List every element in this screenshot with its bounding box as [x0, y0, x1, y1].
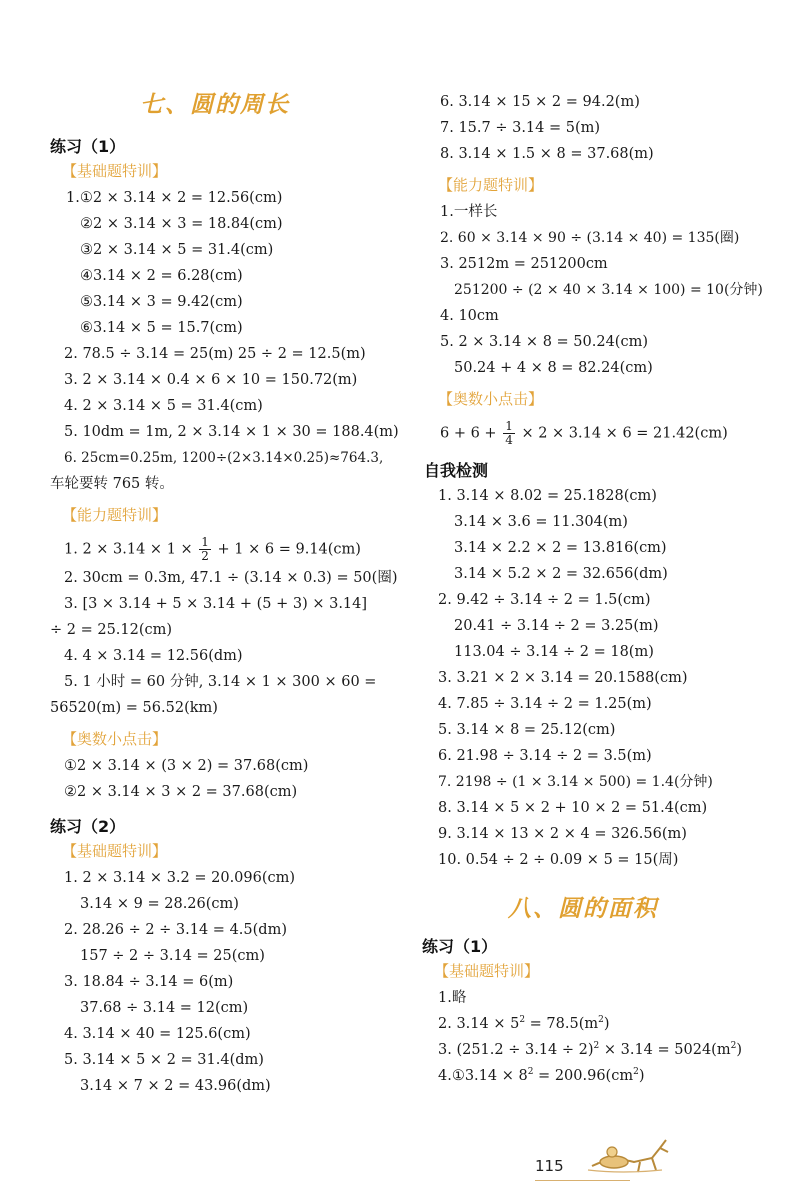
answer-line: 7. 15.7 ÷ 3.14 = 5(m) — [440, 120, 601, 136]
answer-line: 4. 7.85 ÷ 3.14 ÷ 2 = 1.25(m) — [438, 696, 652, 712]
answer-line-fraction — [440, 420, 728, 447]
answer-line: 6. 21.98 ÷ 3.14 ÷ 2 = 3.5(m) — [438, 748, 652, 764]
answer-text: ) — [603, 1016, 610, 1032]
answer-line: 6. 3.14 × 15 × 2 = 94.2(m) — [440, 94, 640, 110]
answer-line: 8. 3.14 × 5 × 2 + 10 × 2 = 51.4(cm) — [438, 800, 708, 816]
answer-line: 6. 25cm=0.25m, 1200÷(2×3.14×0.25)≈764.3, — [64, 450, 384, 466]
answer-line: 157 ÷ 2 ÷ 3.14 = 25(cm) — [80, 948, 265, 964]
self-test-title: 自我检测 — [424, 461, 489, 480]
answer-line: 3.14 × 5.2 × 2 = 32.656(dm) — [454, 566, 668, 582]
answer-line: 2. 28.26 ÷ 2 ÷ 3.14 = 4.5(dm) — [64, 922, 287, 938]
exercise-1-title: 练习（1） — [50, 137, 126, 156]
answer-line: ⑥3.14 × 5 = 15.7(cm) — [80, 320, 243, 336]
answer-text: 4.①3.14 × 8 — [438, 1068, 528, 1084]
answer-line: ②2 × 3.14 × 3 = 18.84(cm) — [80, 216, 283, 232]
basic-training-label: 【基础题特训】 — [434, 962, 540, 980]
answer-text: × 2 × 3.14 × 6 = 21.42(cm) — [521, 425, 728, 442]
answer-line: 3.14 × 2.2 × 2 = 13.816(cm) — [454, 540, 667, 556]
answer-line: 10. 0.54 ÷ 2 ÷ 0.09 × 5 = 15(周) — [438, 852, 679, 868]
answer-line: 8. 3.14 × 1.5 × 8 = 37.68(m) — [440, 146, 654, 162]
answer-line: 2. 30cm = 0.3m, 47.1 ÷ (3.14 × 0.3) = 50(圈) — [64, 570, 398, 586]
exercise-2-title: 练习（2） — [50, 817, 126, 836]
answer-line: ④3.14 × 2 = 6.28(cm) — [80, 268, 243, 284]
answer-line: 1.略 — [438, 990, 467, 1006]
answer-line: 3. [3 × 3.14 + 5 × 3.14 + (5 + 3) × 3.14] — [64, 596, 368, 612]
basic-training-label: 【基础题特训】 — [62, 842, 168, 860]
ability-training-label: 【能力题特训】 — [438, 176, 544, 194]
answer-line: 4. 4 × 3.14 = 12.56(dm) — [64, 648, 243, 664]
exponent: 2 — [527, 1067, 534, 1077]
answer-line: 1.①2 × 3.14 × 2 = 12.56(cm) — [66, 190, 283, 206]
answer-line: 2. 9.42 ÷ 3.14 ÷ 2 = 1.5(cm) — [438, 592, 651, 608]
answer-line: ⑤3.14 × 3 = 9.42(cm) — [80, 294, 243, 310]
answer-text: 6 + 6 + — [440, 425, 497, 442]
answer-text: = 78.5(m — [525, 1016, 599, 1032]
answer-text: × 3.14 = 5024(m — [599, 1042, 731, 1058]
answer-line: 113.04 ÷ 3.14 ÷ 2 = 18(m) — [454, 644, 654, 660]
exponent: 2 — [519, 1015, 526, 1025]
exponent: 2 — [633, 1067, 639, 1077]
answer-line: 3.14 × 7 × 2 = 43.96(dm) — [80, 1078, 271, 1094]
answer-line: 3.14 × 9 = 28.26(cm) — [80, 896, 239, 912]
exponent: 2 — [593, 1041, 600, 1051]
answer-line: 3. 2 × 3.14 × 0.4 × 6 × 10 = 150.72(m) — [64, 372, 358, 388]
answer-line: 251200 ÷ (2 × 40 × 3.14 × 100) = 10(分钟) — [454, 282, 763, 298]
answer-text: ) — [638, 1068, 645, 1084]
fraction — [503, 420, 515, 447]
answer-text: 1. 2 × 3.14 × 1 × — [64, 541, 193, 558]
reindeer-sleigh-illustration — [582, 1118, 672, 1178]
answer-line-power — [438, 1040, 742, 1060]
answer-text: = 200.96(cm — [533, 1068, 634, 1084]
answer-line-fraction — [64, 536, 361, 563]
answer-line: 5. 2 × 3.14 × 8 = 50.24(cm) — [440, 334, 648, 350]
answer-line: 56520(m) = 56.52(km) — [50, 700, 218, 716]
answer-line: 4. 2 × 3.14 × 5 = 31.4(cm) — [64, 398, 263, 414]
answer-line: 1. 2 × 3.14 × 3.2 = 20.096(cm) — [64, 870, 296, 886]
ability-training-label: 【能力题特训】 — [62, 506, 168, 524]
answer-line: 3.14 × 3.6 = 11.304(m) — [454, 514, 628, 530]
page-number-underline — [535, 1180, 630, 1181]
answer-line: 车轮要转 765 转。 — [50, 476, 174, 492]
answer-line: ÷ 2 = 25.12(cm) — [50, 622, 173, 638]
answer-text: 3. (251.2 ÷ 3.14 ÷ 2) — [438, 1042, 594, 1058]
answer-line-power — [438, 1066, 645, 1086]
fraction-denominator: 2 — [201, 549, 209, 563]
answer-line: 4. 3.14 × 40 = 125.6(cm) — [64, 1026, 251, 1042]
answer-text: + 1 × 6 = 9.14(cm) — [217, 541, 361, 558]
exercise-1-title: 练习（1） — [422, 937, 498, 956]
olympiad-label: 【奥数小点击】 — [62, 730, 168, 748]
answer-line: ②2 × 3.14 × 3 × 2 = 37.68(cm) — [64, 784, 298, 800]
answer-line: 5. 10dm = 1m, 2 × 3.14 × 1 × 30 = 188.4(m) — [64, 424, 399, 440]
exponent: 2 — [598, 1015, 604, 1025]
answer-line: 4. 10cm — [440, 308, 499, 324]
fraction-numerator: 1 — [201, 535, 209, 549]
answer-line: 1. 3.14 × 8.02 = 25.1828(cm) — [438, 488, 657, 504]
answer-line: 5. 1 小时 = 60 分钟, 3.14 × 1 × 300 × 60 = — [64, 674, 377, 690]
answer-line: 5. 3.14 × 5 × 2 = 31.4(dm) — [64, 1052, 264, 1068]
answer-line: 50.24 + 4 × 8 = 82.24(cm) — [454, 360, 653, 376]
answer-line: ③2 × 3.14 × 5 = 31.4(cm) — [80, 242, 274, 258]
fraction — [199, 536, 211, 563]
answer-line-power — [438, 1014, 610, 1034]
answer-line: 37.68 ÷ 3.14 = 12(cm) — [80, 1000, 249, 1016]
answer-line: 7. 2198 ÷ (1 × 3.14 × 500) = 1.4(分钟) — [438, 774, 713, 790]
answer-line: 9. 3.14 × 13 × 2 × 4 = 326.56(m) — [438, 826, 687, 842]
answer-line: ①2 × 3.14 × (3 × 2) = 37.68(cm) — [64, 758, 309, 774]
fraction-denominator: 4 — [505, 433, 513, 447]
section-title-circumference: 七、圆的周长 — [140, 92, 290, 118]
fraction-numerator: 1 — [505, 419, 513, 433]
answer-line: 2. 60 × 3.14 × 90 ÷ (3.14 × 40) = 135(圈) — [440, 230, 740, 246]
answer-line: 20.41 ÷ 3.14 ÷ 2 = 3.25(m) — [454, 618, 659, 634]
section-title-area: 八、圆的面积 — [508, 896, 658, 922]
answer-line: 5. 3.14 × 8 = 25.12(cm) — [438, 722, 616, 738]
answer-line: 2. 78.5 ÷ 3.14 = 25(m) 25 ÷ 2 = 12.5(m) — [64, 346, 366, 362]
page-number: 115 — [535, 1157, 564, 1175]
exponent: 2 — [730, 1041, 737, 1051]
answer-line: 1.一样长 — [440, 204, 498, 220]
answer-text: ) — [736, 1042, 742, 1058]
answer-line: 3. 2512m = 251200cm — [440, 256, 608, 272]
olympiad-label: 【奥数小点击】 — [438, 390, 544, 408]
answer-line: 3. 3.21 × 2 × 3.14 = 20.1588(cm) — [438, 670, 688, 686]
basic-training-label: 【基础题特训】 — [62, 162, 168, 180]
answer-line: 3. 18.84 ÷ 3.14 = 6(m) — [64, 974, 234, 990]
answer-text: 2. 3.14 × 5 — [438, 1016, 520, 1032]
